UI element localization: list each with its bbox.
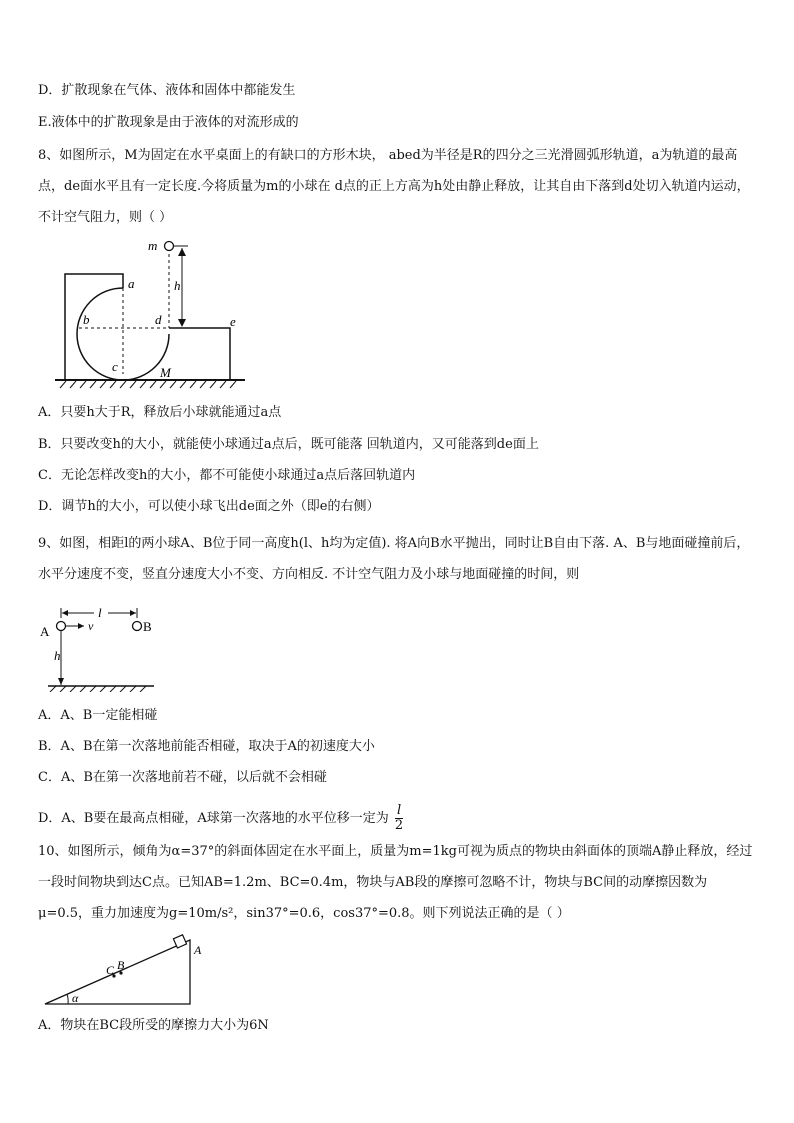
- q8-platform: [169, 328, 230, 380]
- q10-figure: [40, 932, 220, 1010]
- q10-label-alpha: α: [72, 991, 79, 1005]
- q8-figure: [50, 234, 250, 394]
- q9-option-b: B．A、B在第一次落地前能否相碰，取决于A的初速度大小: [38, 739, 375, 754]
- q9-fraction-den: 2: [394, 818, 404, 833]
- q9-fraction-num: l: [395, 804, 403, 819]
- q10-stem: 10、如图所示，倾角为α=37°的斜面体固定在水平面上，质量为m=1kg可视为质点的物块由斜面体的顶端A静止释放，经过一段时间物块到达C点。已知AB=1.2m、BC=0.4m，物块与AB段的摩擦可忽略不计，物块与BC间的动摩擦因数为μ=0.5，重力加速度为g=10m/s²，sin37°=0.6，cos37°=0.8。则下列说法正确的是（ ）: [38, 844, 753, 921]
- q9-figure: [36, 600, 166, 692]
- q10-label-C: C: [106, 963, 115, 977]
- q7-option-e: E.液体中的扩散现象是由于液体的对流形成的: [38, 115, 299, 130]
- q9-stem: 9、如图，相距l的两小球A、B位于同一高度h(l、h均为定值). 将A向B水平抛出，同时让B自由下落. A、B与地面碰撞前后，水平分速度不变，竖直分速度大小不变、方向相反. 不计空气阻力及小球与地面碰撞的时间，则: [38, 536, 750, 582]
- q9-ball-a: [57, 622, 66, 631]
- q8-label-d: d: [155, 312, 162, 327]
- q8-option-d: D．调节h的大小，可以使小球飞出de面之外（即e的右侧）: [38, 499, 380, 514]
- q8-stem: 8、如图所示，M为固定在水平桌面上的有缺口的方形木块， abed为半径是R的四分之三光滑圆弧形轨道，a为轨道的最高点，de面水平且有一定长度.今将质量为m的小球在 d点的正上方高为h处由静止释放，让其自由下落到d处切入轨道内运动，不计空气阻力，则（ ）: [38, 148, 750, 225]
- q8-label-e: e: [230, 314, 236, 329]
- q9-label-v: v: [88, 619, 94, 633]
- q9-option-d: D．A、B要在最高点相碰，A球第一次落地的水平位移一定为: [38, 811, 389, 826]
- q9-option-c: C．A、B在第一次落地前若不碰，以后就不会相碰: [38, 770, 327, 785]
- q8-label-c: c: [112, 359, 118, 374]
- q8-label-b: b: [83, 312, 90, 327]
- q10-label-B: B: [117, 958, 125, 972]
- q9-label-h: h: [54, 648, 61, 663]
- q8-label-m: m: [148, 238, 158, 253]
- q10-option-a: A．物块在BC段所受的摩擦力大小为6N: [38, 1018, 269, 1033]
- q9-label-A: A: [40, 624, 50, 639]
- q10-label-A: A: [194, 943, 202, 957]
- q8-option-c: C．无论怎样改变h的大小，都不可能使小球通过a点后落回轨道内: [38, 468, 416, 483]
- q8-label-h: h: [174, 278, 181, 293]
- q9-ball-b: [133, 622, 142, 631]
- q9-fraction: [395, 804, 403, 833]
- q9-option-d-line: [38, 804, 758, 833]
- q9-label-l: l: [98, 605, 102, 620]
- q8-label-M: M: [160, 365, 171, 380]
- q8-label-a: a: [128, 276, 135, 291]
- q8-option-b: B．只要改变h的大小，就能使小球通过a点后，既可能落 回轨道内，又可能落到de面上: [38, 437, 539, 452]
- q8-option-a: A．只要h大于R，释放后小球就能通过a点: [38, 405, 282, 420]
- q8-ball: [165, 242, 174, 251]
- q7-option-d: D．扩散现象在气体、液体和固体中都能发生: [38, 83, 296, 98]
- q9-option-a: A．A、B一定能相碰: [38, 708, 158, 723]
- q9-label-B: B: [143, 619, 152, 634]
